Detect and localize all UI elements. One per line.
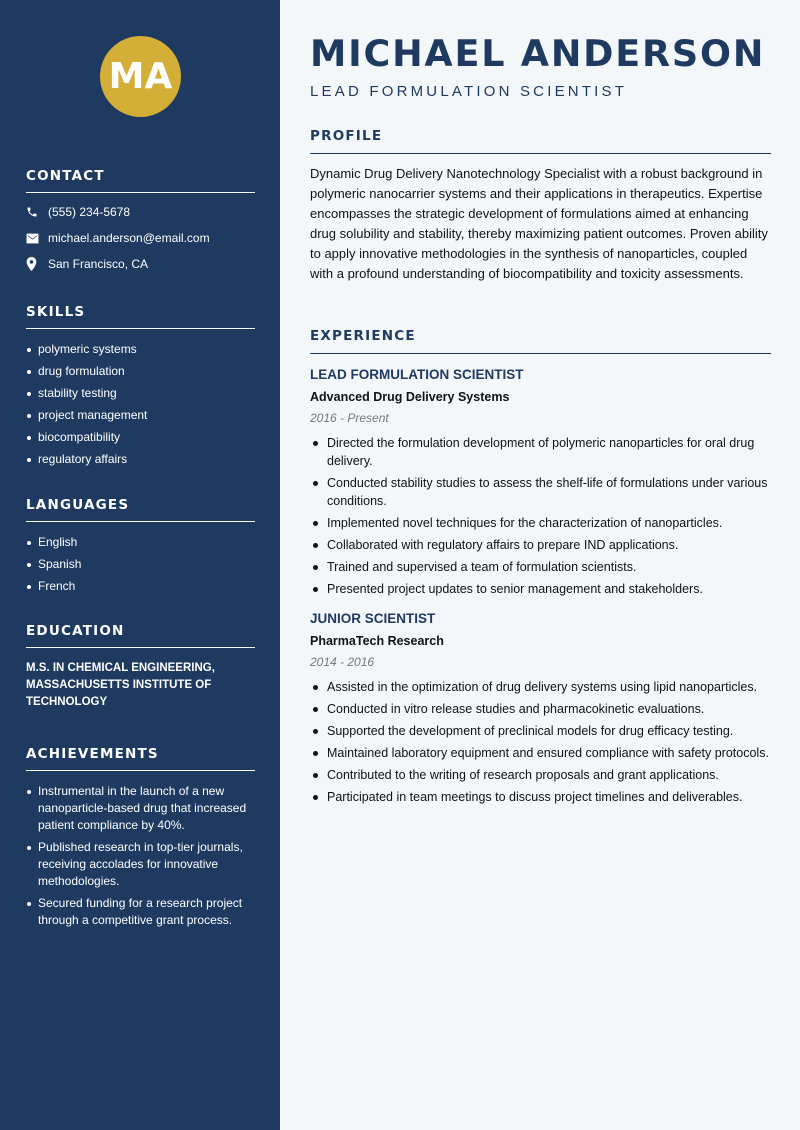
location-text: San Francisco, CA (48, 257, 149, 271)
job-dates: 2016 - Present (310, 411, 389, 425)
phone-text: (555) 234-5678 (48, 205, 131, 219)
achievement-item: Instrumental in the launch of a new nanoparticle-based drug that increased patient compliance by 40%. (26, 783, 255, 834)
skills-heading: SKILLS (26, 304, 255, 329)
job-title: LEAD FORMULATION SCIENTIST (310, 367, 524, 382)
education-degree: M.S. IN CHEMICAL ENGINEERING, MASSACHUSETTS INSTITUTE OF TECHNOLOGY (26, 662, 215, 708)
profile-heading: PROFILE (310, 128, 771, 154)
languages-section (26, 497, 255, 600)
sidebar (0, 0, 280, 1130)
achievement-item: Published research in top-tier journals, receiving accolades for innovative methodologies. (26, 839, 255, 890)
language-item: English (26, 534, 255, 550)
job-bullet: Maintained laboratory equipment and ensured compliance with safety protocols. (310, 744, 771, 762)
skill-item: stability testing (26, 385, 255, 401)
profile-text: Dynamic Drug Delivery Nanotechnology Specialist with a robust background in polymeric nanocarrier systems and their applications in therapeutics. Expertise encompasses the strategic development of formulations aimed at enhancing drug solubility and stability, thereby maximizing patient outcomes. Proven ability to apply innovative methodologies in the synthesis of nanoparticles, coupled with a profound understanding of biocompatibility and toxicity assessments. (310, 166, 768, 281)
language-item: French (26, 578, 255, 594)
experience-heading: EXPERIENCE (310, 328, 771, 354)
profile-section (310, 128, 771, 284)
job-bullet: Contributed to the writing of research proposals and grant applications. (310, 766, 771, 784)
skill-item: polymeric systems (26, 341, 255, 357)
person-title: LEAD FORMULATION SCIENTIST (310, 83, 628, 100)
skill-item: regulatory affairs (26, 451, 255, 467)
education-heading: EDUCATION (26, 623, 255, 648)
job-bullet: Supported the development of preclinical models for drug efficacy testing. (310, 722, 771, 740)
languages-heading: LANGUAGES (26, 497, 255, 522)
achievements-heading: ACHIEVEMENTS (26, 746, 255, 771)
contact-email[interactable] (26, 230, 255, 246)
job-dates: 2014 - 2016 (310, 655, 375, 669)
job-bullet: Conducted in vitro release studies and pharmacokinetic evaluations. (310, 700, 771, 718)
job-company: Advanced Drug Delivery Systems (310, 390, 510, 404)
job-entry (310, 610, 771, 806)
skills-section (26, 304, 255, 473)
contact-heading: CONTACT (26, 168, 255, 193)
contact-phone[interactable] (26, 204, 255, 220)
contact-location (26, 256, 255, 272)
job-title: JUNIOR SCIENTIST (310, 611, 436, 626)
job-bullet: Directed the formulation development of polymeric nanoparticles for oral drug delivery. (310, 434, 771, 470)
job-bullet: Conducted stability studies to assess the shelf-life of formulations under various conditions. (310, 474, 771, 510)
contact-section (26, 168, 255, 272)
skill-item: project management (26, 407, 255, 423)
job-bullet: Participated in team meetings to discuss project timelines and deliverables. (310, 788, 771, 806)
achievement-item: Secured funding for a research project through a competitive grant process. (26, 895, 255, 929)
job-entry (310, 366, 771, 598)
experience-section (310, 328, 771, 810)
phone-icon (26, 206, 48, 218)
job-bullet: Presented project updates to senior management and stakeholders. (310, 580, 771, 598)
achievements-section (26, 746, 255, 934)
education-section (26, 623, 255, 711)
job-company: PharmaTech Research (310, 634, 444, 648)
email-icon (26, 233, 48, 244)
skill-item: biocompatibility (26, 429, 255, 445)
location-pin-icon (26, 257, 48, 271)
skill-item: drug formulation (26, 363, 255, 379)
job-bullet: Trained and supervised a team of formulation scientists. (310, 558, 771, 576)
email-text: michael.anderson@email.com (48, 231, 210, 245)
avatar-initials: MA (108, 56, 173, 97)
person-name: MICHAEL ANDERSON (310, 32, 766, 75)
job-bullet: Collaborated with regulatory affairs to prepare IND applications. (310, 536, 771, 554)
job-bullet: Assisted in the optimization of drug delivery systems using lipid nanoparticles. (310, 678, 771, 696)
avatar (100, 36, 181, 117)
job-bullet: Implemented novel techniques for the characterization of nanoparticles. (310, 514, 771, 532)
language-item: Spanish (26, 556, 255, 572)
